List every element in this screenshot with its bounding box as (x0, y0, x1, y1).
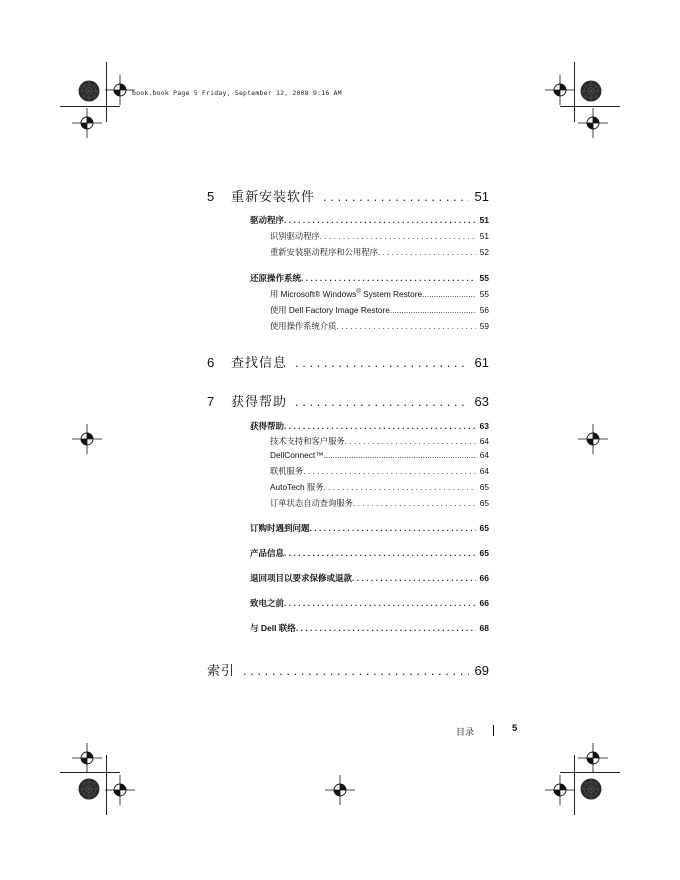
leader-dots (284, 215, 476, 225)
page-number: 51 (474, 189, 489, 204)
chapter-number: 6 (207, 355, 215, 370)
footer-label: 目录 (456, 727, 475, 737)
section-title: 订购时遇到问题 (250, 523, 310, 533)
toc-section[interactable] (250, 272, 489, 284)
crosshair-target-icon (545, 75, 575, 105)
toc-subsection[interactable] (270, 288, 489, 300)
file-stamp: book.book Page 5 Friday, September 12, 2008 9:16 AM (132, 89, 342, 97)
leader-dots (336, 321, 475, 331)
page-number: 69 (474, 663, 489, 678)
toc-subsection[interactable] (270, 497, 489, 509)
toc-subsection[interactable] (270, 230, 489, 242)
page-number: 63 (479, 421, 489, 431)
superscript-mark: ® (356, 289, 361, 296)
section-title: 获得帮助 (250, 421, 285, 431)
page-number: 61 (474, 355, 489, 370)
leader-dots (352, 573, 476, 583)
leader-dots (310, 523, 476, 533)
page-number: 65 (479, 498, 489, 508)
subsection-title: 使用 Dell Factory Image Restore (270, 305, 390, 315)
index-title: 索引 (207, 663, 236, 678)
chapter-number: 5 (207, 189, 215, 204)
crosshair-target-icon (72, 743, 102, 773)
page-number: 63 (474, 394, 489, 409)
leader-dots (320, 231, 476, 241)
page-number: 56 (479, 305, 489, 315)
crosshair-target-icon (545, 775, 575, 805)
dark-radial-target-icon (78, 80, 100, 102)
page-number: 66 (479, 598, 489, 608)
toc-chapter-5[interactable] (207, 186, 489, 205)
subsection-title: 技术支持和客户服务 (270, 436, 345, 446)
page-number: 64 (479, 436, 489, 446)
chapter-title: 重新安装软件 (231, 189, 316, 204)
leader-dots (324, 482, 476, 492)
subsection-title: 订单状态自动查询服务 (270, 498, 353, 508)
toc-index[interactable] (207, 660, 489, 679)
page-number: 66 (479, 573, 489, 583)
leader-dots (284, 598, 476, 608)
toc-subsection[interactable] (270, 320, 489, 332)
subsection-title: 使用操作系统介质 (270, 321, 337, 331)
leader-dots (243, 663, 469, 678)
toc-section[interactable] (250, 522, 489, 534)
page-number: 68 (479, 623, 489, 633)
crosshair-target-icon (578, 108, 608, 138)
toc-subsection[interactable] (270, 246, 489, 258)
dark-radial-target-icon (580, 80, 602, 102)
toc-chapter-7[interactable] (207, 391, 489, 410)
crosshair-target-icon (105, 775, 135, 805)
crosshair-target-icon (578, 424, 608, 454)
section-title: 退回项目以要求保修或退款 (250, 573, 353, 583)
subsection-title: 联机服务 (270, 466, 304, 476)
page-number: 65 (479, 523, 489, 533)
crop-line-top-right (560, 106, 620, 107)
footer-separator (493, 725, 494, 736)
page-number: 55 (479, 289, 489, 299)
chapter-title: 查找信息 (231, 355, 288, 370)
subsection-title: 用 Microsoft® Windows® System Restore (270, 289, 423, 299)
leader-dots (295, 394, 469, 409)
toc-subsection[interactable] (270, 450, 489, 460)
leader-dots (303, 466, 476, 476)
toc-section[interactable] (250, 572, 489, 584)
section-title: 驱动程序 (250, 215, 285, 225)
leader-dots (296, 623, 476, 633)
toc-subsection[interactable] (270, 465, 489, 477)
section-title: 与 Dell 联络 (250, 623, 296, 633)
toc-section[interactable] (250, 622, 489, 634)
section-title: 还原操作系统 (250, 273, 302, 283)
crosshair-target-icon (105, 75, 135, 105)
leader-dots (378, 247, 476, 257)
page-number: 64 (479, 450, 489, 460)
leader-dots (390, 305, 476, 315)
leader-dots (284, 421, 476, 431)
toc-subsection[interactable] (270, 304, 489, 316)
section-title: 产品信息 (250, 548, 285, 558)
crop-line-top-left (60, 106, 120, 107)
toc-subsection[interactable] (270, 435, 489, 447)
subsection-title: AutoTech 服务 (270, 482, 324, 492)
chapter-title: 获得帮助 (231, 394, 288, 409)
toc-section[interactable] (250, 420, 489, 432)
page-number: 51 (479, 215, 489, 225)
leader-dots (422, 289, 476, 299)
leader-dots (323, 189, 469, 204)
subsection-title: 重新安装驱动程序和公用程序 (270, 247, 378, 257)
subsection-title: 识别驱动程序 (270, 231, 320, 241)
leader-dots (324, 450, 476, 460)
toc-chapter-6[interactable] (207, 352, 489, 371)
section-title: 致电之前 (250, 598, 285, 608)
page-number: 55 (479, 273, 489, 283)
crosshair-target-icon (325, 775, 355, 805)
leader-dots (301, 273, 476, 283)
toc-section[interactable] (250, 547, 489, 559)
dark-radial-target-icon (78, 778, 100, 800)
page-number: 59 (479, 321, 489, 331)
toc-section[interactable] (250, 214, 489, 226)
crosshair-target-icon (72, 424, 102, 454)
toc-subsection[interactable] (270, 481, 489, 493)
page-number: 64 (479, 466, 489, 476)
page-number: 51 (479, 231, 489, 241)
leader-dots (345, 436, 476, 446)
leader-dots (295, 355, 469, 370)
footer-page-number: 5 (512, 723, 518, 734)
toc-section[interactable] (250, 597, 489, 609)
crosshair-target-icon (72, 108, 102, 138)
leader-dots (284, 548, 476, 558)
page-number: 65 (479, 548, 489, 558)
page-number: 65 (479, 482, 489, 492)
leader-dots (353, 498, 476, 508)
chapter-number: 7 (207, 394, 215, 409)
subsection-title: DellConnect™ (270, 450, 324, 460)
crosshair-target-icon (578, 743, 608, 773)
page-number: 52 (479, 247, 489, 257)
dark-radial-target-icon (580, 778, 602, 800)
